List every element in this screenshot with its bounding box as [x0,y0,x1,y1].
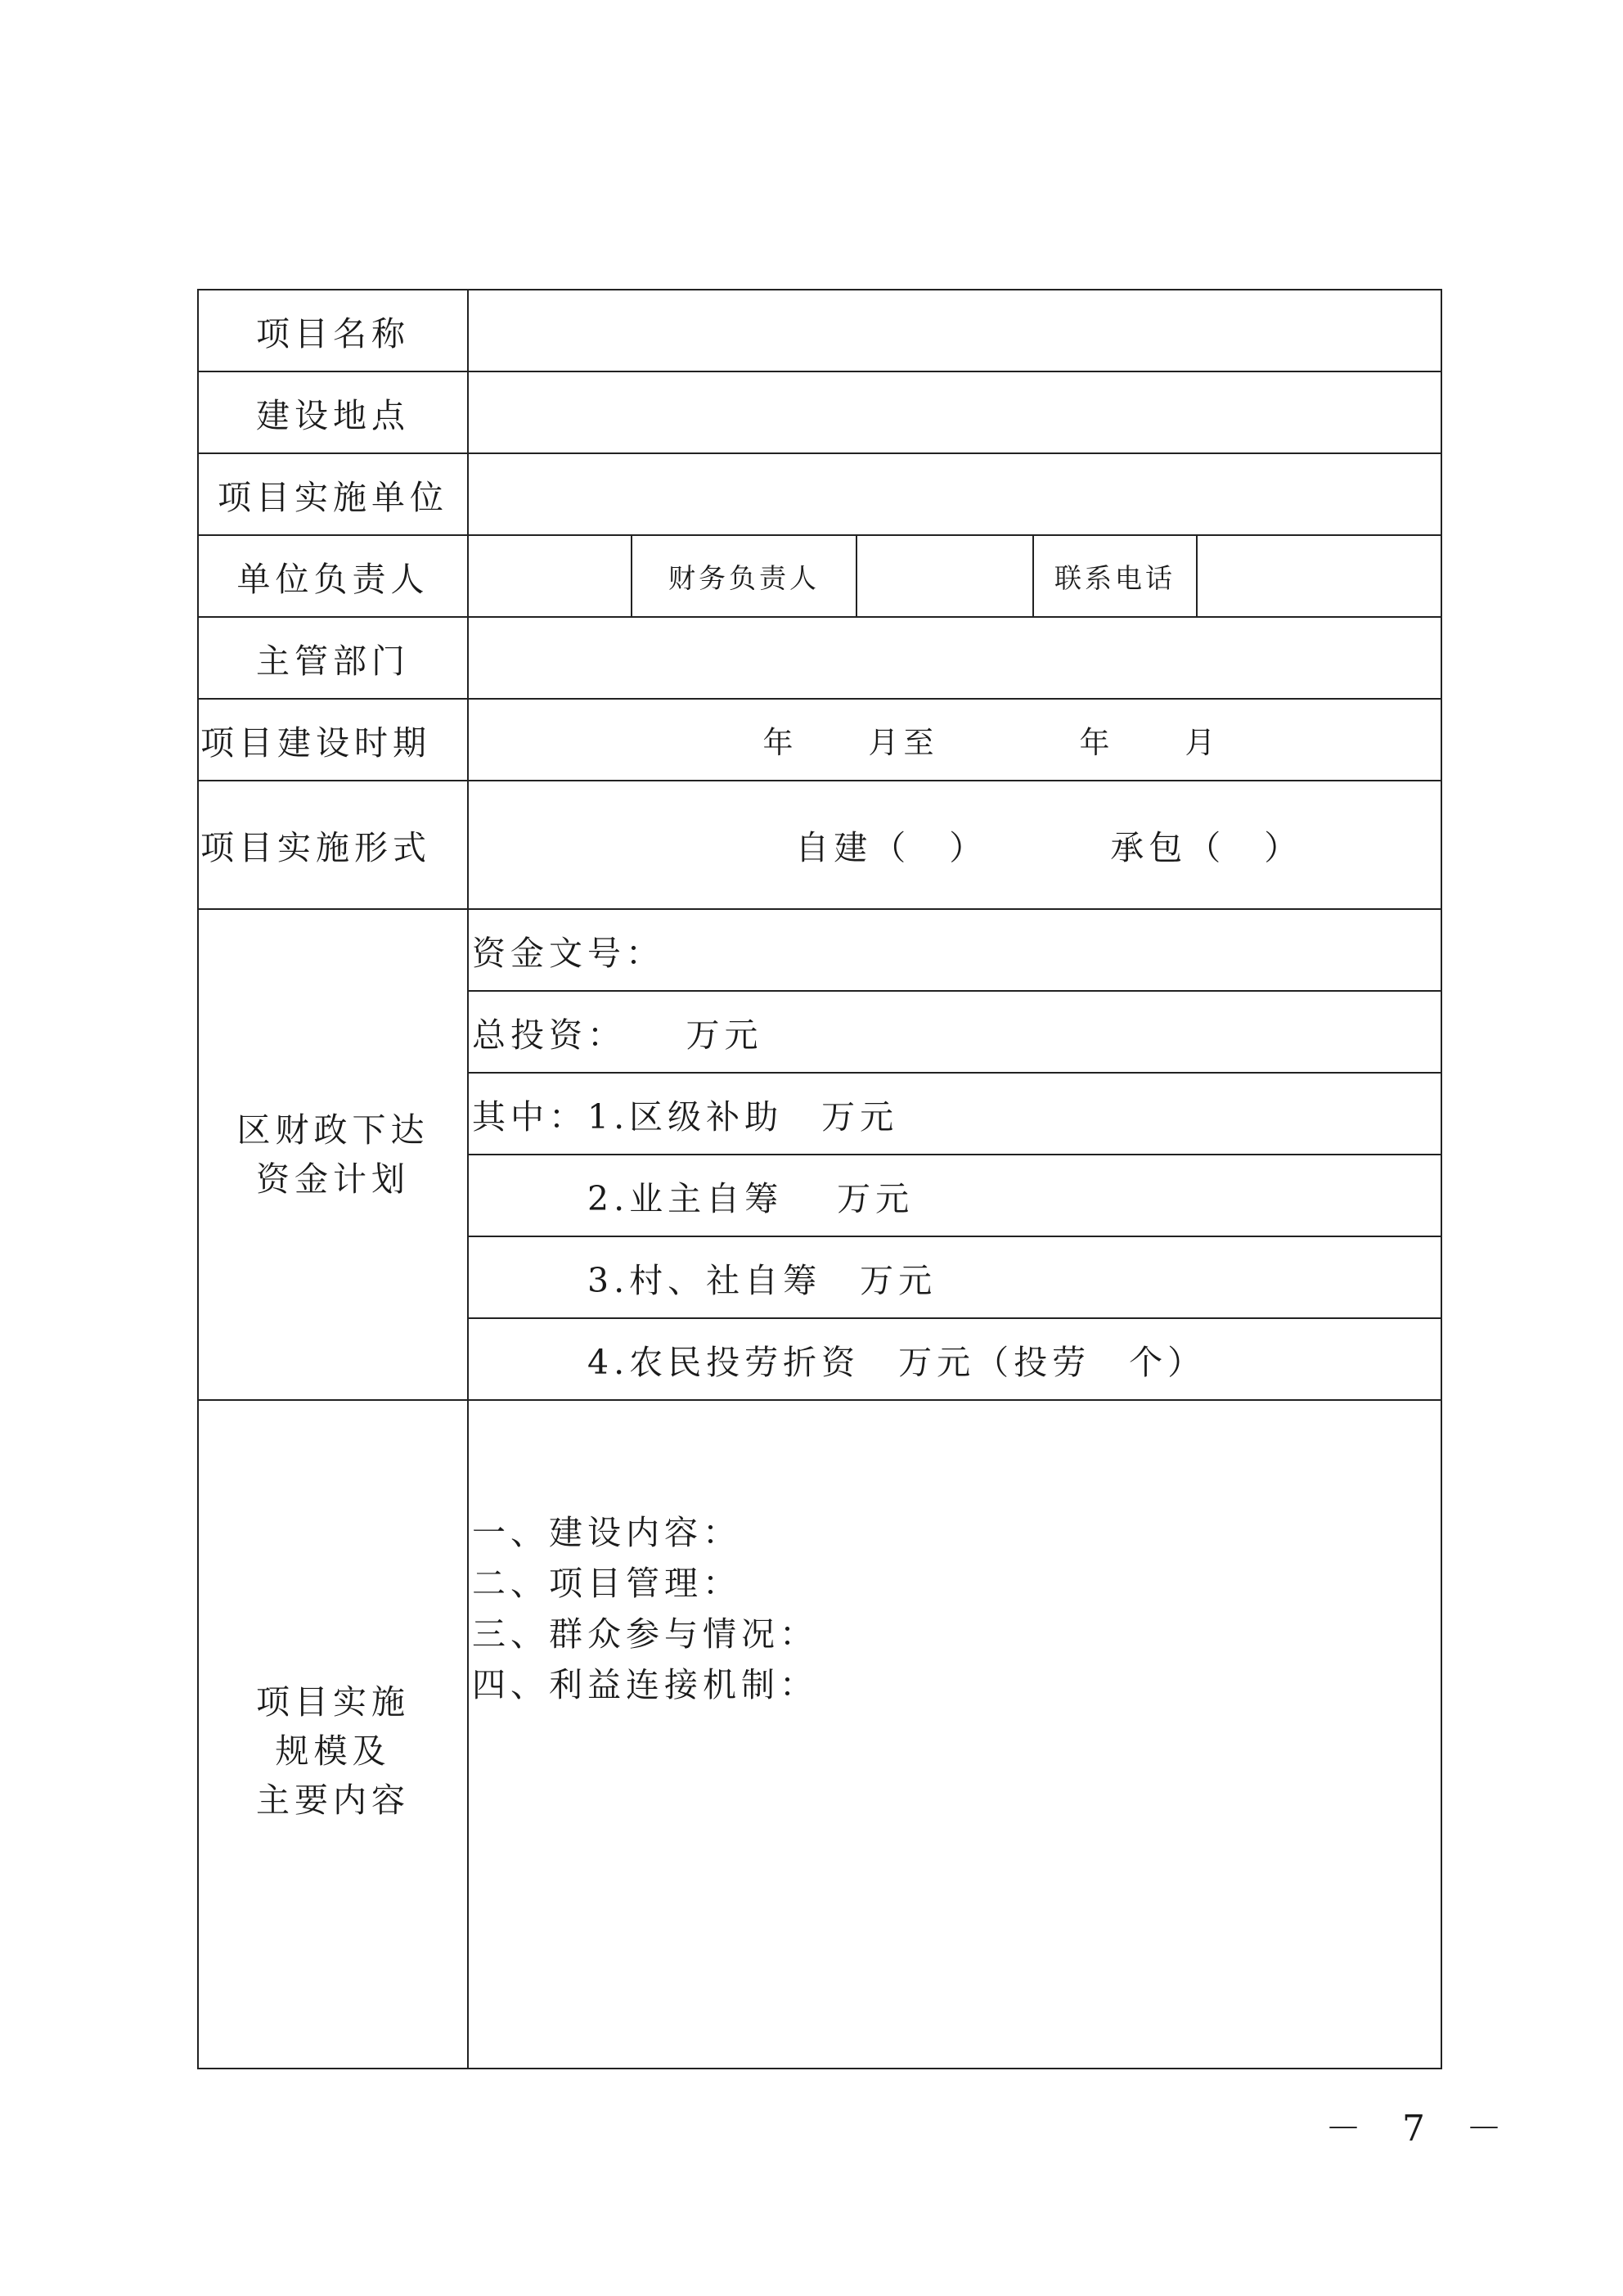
public-participation-item: 三、群众参与情况： [472,1614,818,1654]
project-name-label: 项目名称 [198,290,468,371]
self-build-option[interactable]: 自建（ ） [795,828,988,867]
implementing-unit-field[interactable] [468,453,1441,535]
project-management-item: 二、项目管理： [472,1564,741,1603]
unit-head-field[interactable] [468,535,632,617]
labor-contribution-field[interactable]: 4.农民投劳折资 万元（投劳 个） [468,1318,1441,1400]
project-name-field[interactable] [468,290,1441,371]
funding-plan-label [198,909,468,1400]
department-field[interactable] [468,617,1441,699]
scope-label-line1: 项目实施 [256,1681,410,1722]
period-field[interactable]: 年 月至 年 月 [468,699,1441,781]
scope-content-field[interactable] [468,1400,1441,2069]
contract-option[interactable]: 承包（ ） [1110,828,1303,867]
location-field[interactable] [468,371,1441,453]
total-investment-field[interactable]: 总投资： 万元 [468,991,1441,1073]
period-label: 项目建设时期 [198,699,468,781]
village-funding-field[interactable]: 3.村、社自筹 万元 [468,1236,1441,1318]
funding-label-line2: 资金计划 [256,1159,410,1199]
scope-label-line3: 主要内容 [256,1780,410,1820]
scope-label [198,1400,468,2069]
implementing-unit-label: 项目实施单位 [198,453,468,535]
finance-head-label: 财务负责人 [632,535,856,617]
department-label: 主管部门 [198,617,468,699]
finance-head-field[interactable] [856,535,1033,617]
funding-label-line1: 区财政下达 [236,1110,429,1150]
benefit-linkage-item: 四、利益连接机制： [472,1665,818,1704]
unit-head-label: 单位负责人 [198,535,468,617]
construction-content-item: 一、建设内容： [472,1513,741,1552]
scope-label-line2: 规模及 [275,1731,391,1771]
district-subsidy-field[interactable]: 其中：1.区级补助 万元 [468,1073,1441,1155]
page-number: － 7 － [1325,2108,1517,2150]
phone-label: 联系电话 [1033,535,1197,617]
project-form-table [197,289,1442,2069]
location-label: 建设地点 [198,371,468,453]
phone-field[interactable] [1197,535,1441,617]
owner-funding-field[interactable]: 2.业主自筹 万元 [468,1155,1441,1236]
fund-doc-no-field[interactable]: 资金文号： [468,909,1441,991]
form-type-label: 项目实施形式 [198,781,468,909]
form-type-field [468,781,1441,909]
